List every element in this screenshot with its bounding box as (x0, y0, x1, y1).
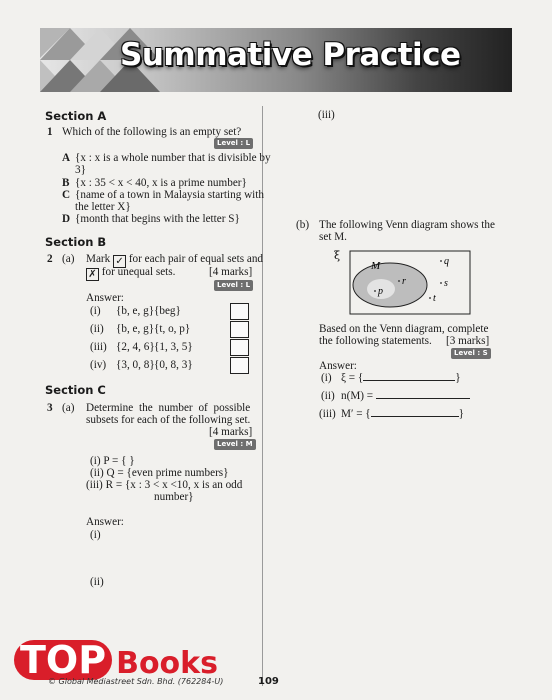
q3-set-i: (i) P = { } (90, 455, 135, 467)
title-banner (40, 28, 512, 92)
q2-mark-word: Mark (86, 253, 111, 265)
logo-top: TOP (14, 640, 112, 680)
venn-m-label: M (371, 260, 381, 272)
q3b-answer-label: Answer: (319, 360, 357, 372)
q2-marks: [4 marks] (209, 266, 253, 278)
option-d-letter: D (62, 213, 71, 225)
answer-box[interactable] (230, 303, 249, 320)
q2-answer-label: Answer: (86, 292, 124, 304)
q3-set-ii: (ii) Q = {even prime numbers} (90, 467, 229, 479)
option-a-text: {x : x is a whole number that is divisible by (75, 152, 271, 164)
venn-r-label: r (402, 276, 406, 287)
statement-ii (341, 390, 470, 403)
venn-q-label: q (444, 256, 449, 267)
option-d-text: {month that begins with the letter S} (75, 213, 240, 225)
section-c-heading: Section C (45, 383, 106, 397)
q3b-marks: [3 marks] (446, 335, 490, 347)
statement-ii-number: (ii) (321, 390, 335, 402)
q3-answer-iii: (iii) (318, 109, 335, 121)
q3b-text-line1: The following Venn diagram shows the (319, 219, 495, 231)
q3-part: (a) (62, 402, 75, 414)
page-title: Summative Practice (120, 37, 461, 73)
section-a-heading: Section A (45, 109, 107, 123)
statement-i-blank[interactable] (363, 380, 455, 381)
q2-equal-text: for each pair of equal sets and (128, 253, 264, 265)
q3-answer-label: Answer: (86, 516, 124, 528)
copyright-text: © Global Mediastreet Sdn. Bhd. (762284-U) (48, 677, 224, 686)
q2-instruction-line2 (86, 266, 175, 281)
set-pair-left: {b, e, g} (116, 323, 155, 335)
option-b-letter: B (62, 177, 70, 189)
option-a-letter: A (62, 152, 71, 164)
statement-iii (341, 408, 464, 421)
option-c-letter: C (62, 189, 71, 201)
statement-i-number: (i) (321, 372, 332, 384)
q3-marks: [4 marks] (209, 426, 253, 438)
venn-t-label: t (433, 293, 436, 304)
statement-iii-number: (iii) (319, 408, 336, 420)
set-pair-num: (ii) (90, 323, 104, 335)
option-b-text: {x : 35 < x < 40, x is a prime number} (75, 177, 247, 189)
set-pair-right: {1, 3, 5} (154, 341, 193, 353)
answer-box[interactable] (230, 321, 249, 338)
option-c-text: {name of a town in Malaysia starting with (75, 189, 264, 201)
answer-box[interactable] (230, 339, 249, 356)
venn-diagram (332, 250, 472, 318)
statement-i (341, 372, 461, 385)
q3-answer-ii: (ii) (90, 576, 104, 588)
option-c-text-cont: the letter X} (75, 201, 131, 213)
level-badge: Level : M (214, 439, 256, 450)
set-pair-num: (iii) (90, 341, 107, 353)
q2-part: (a) (62, 253, 75, 265)
q2-unequal-text: for unequal sets. (101, 266, 176, 278)
tick-icon: ✓ (113, 255, 126, 268)
venn-p-label: p (378, 286, 383, 297)
q3b-text-line2: set M. (319, 231, 347, 243)
q3b-instruction-line1: Based on the Venn diagram, complete (319, 323, 489, 335)
q3-set-iii-cont: number} (154, 491, 194, 503)
answer-box[interactable] (230, 357, 249, 374)
q3-part-b: (b) (296, 219, 310, 231)
page-number: 109 (258, 676, 279, 687)
set-pair-left: {b, e, g} (116, 305, 155, 317)
statement-iii-text: M′ = { (341, 408, 371, 420)
q3-set-iii: (iii) R = {x : 3 < x <10, x is an odd (86, 479, 243, 491)
set-pair-left: {3, 0, 8} (116, 359, 155, 371)
statement-i-close: } (455, 372, 461, 384)
level-badge: Level : S (451, 348, 491, 359)
venn-xi-label: ξ (334, 250, 341, 262)
q3-number: 3 (47, 402, 53, 414)
q3-text-line2: subsets for each of the following set. (86, 414, 251, 426)
statement-iii-close: } (458, 408, 465, 420)
set-pair-right: {0, 8, 3} (154, 359, 193, 371)
set-pair-left: {2, 4, 6} (116, 341, 155, 353)
option-a-text-cont: 3} (75, 164, 86, 176)
q2-number: 2 (47, 253, 53, 265)
q1-text: Which of the following is an empty set? (62, 126, 242, 138)
statement-ii-blank[interactable] (376, 398, 470, 399)
venn-s-label: s (444, 278, 448, 289)
level-badge: Level : L (214, 138, 253, 149)
statement-i-text: ξ = { (341, 372, 364, 384)
statement-ii-text: n(M) = (341, 390, 374, 402)
set-pair-num: (i) (90, 305, 101, 317)
set-pair-right: {beg} (154, 305, 181, 317)
level-badge: Level : L (214, 280, 253, 291)
set-pair-num: (iv) (90, 359, 107, 371)
set-pair-right: {t, o, p} (154, 323, 191, 335)
q3b-instruction-line2: the following statements. (319, 335, 432, 347)
statement-iii-blank[interactable] (371, 416, 459, 417)
q3-text-line1: Determine the number of possible (86, 402, 251, 414)
q1-number: 1 (47, 126, 53, 138)
section-b-heading: Section B (45, 235, 107, 249)
logo-books: Books (116, 646, 218, 681)
cross-icon: ✗ (86, 268, 99, 281)
q3-answer-i: (i) (90, 529, 101, 541)
